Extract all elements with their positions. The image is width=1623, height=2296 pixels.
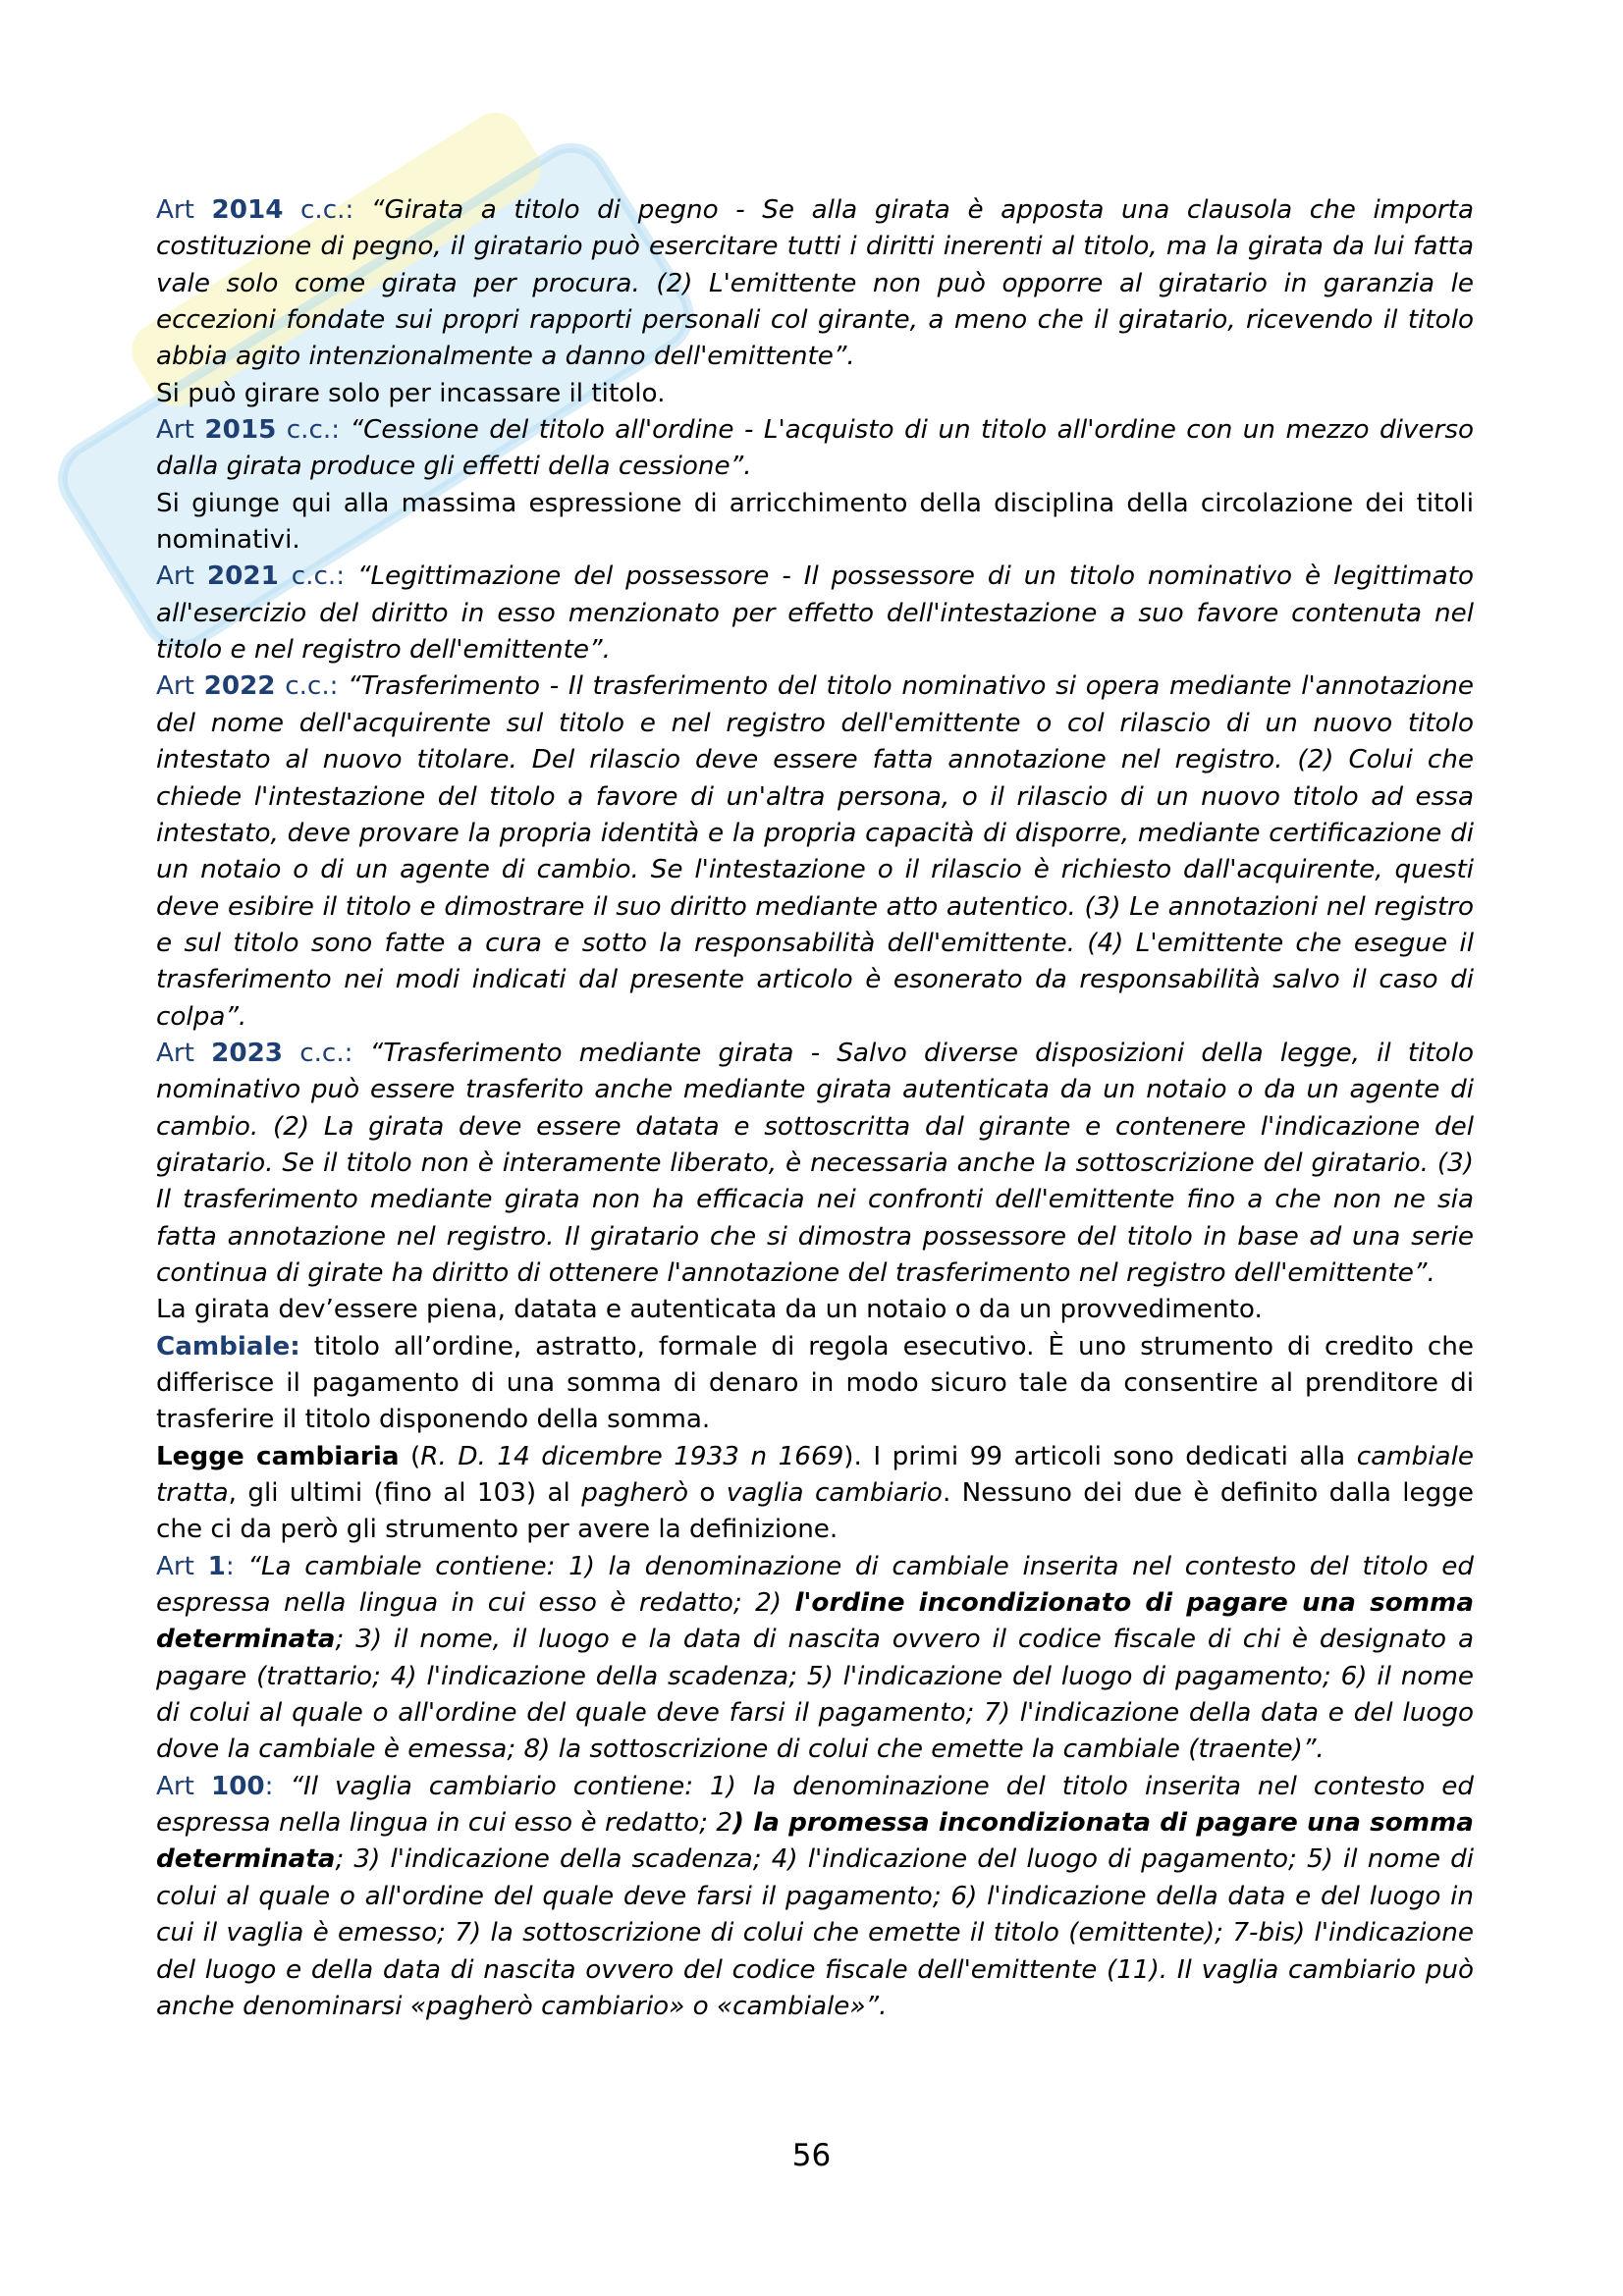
note-incassare: Si può girare solo per incassare il titolo. xyxy=(156,378,666,408)
legge-reference: R. D. 14 dicembre 1933 n 1669 xyxy=(420,1441,844,1471)
article-1 xyxy=(156,1549,1474,1769)
article-2023 xyxy=(156,1036,1474,1292)
definition-term: Cambiale: xyxy=(156,1331,300,1362)
article-2015 xyxy=(156,412,1474,486)
article-text: “Girata a titolo di pegno - Se alla girata è apposta una clausola che importa costituzione di pegno, il giratario può esercitare tutti i diritti inerenti al titolo, ma la girata da lui fatta vale solo come girata per procura. (2) L'emittente non può opporre al giratario in garanzia le eccezioni fondate sui propri rapporti personali col girante, a meno che il giratario, ricevendo il titolo abbia agito intenzionalmente a danno dell'emittente”. xyxy=(156,195,1474,372)
article-text: “Il vaglia cambiario contiene: 1) la denominazione del titolo inserita nel contesto ed espressa nella lingua in cui esso è redatto; 2) la promessa incondizionata di pagare una somma determinata; 3) l'indicazione della scadenza; 4) l'indicazione del luogo di pagamento; 5) il nome di colui al quale o all'ordine del quale deve farsi il pagamento; 6) l'indicazione della data e del luogo in cui il vaglia è emesso; 7) la sottoscrizione di colui che emette il titolo (emittente); 7-bis) l'indicazione del luogo e della data di nascita ovvero del codice fiscale dell'emittente (11). Il vaglia cambiario può anche denominarsi «pagherò cambiario» o «cambiale»”. xyxy=(156,1771,1475,2021)
article-text: “Legittimazione del possessore - Il possessore di un titolo nominativo è legittimato all'esercizio del diritto in esso menzionato per effetto dell'intestazione a suo favore contenuta nel titolo e nel registro dell'emittente”. xyxy=(156,561,1474,666)
article-text: “La cambiale contiene: 1) la denominazione di cambiale inserita nel contesto del titolo ed espressa nella lingua in cui esso è redatto; 2) l'ordine incondizionato di pagare una somma determinata; 3) il nome, il luogo e la data di nascita ovvero il codice fiscale di chi è designato a pagare (trattario; 4) l'indicazione della scadenza; 5) l'indicazione del luogo di pagamento; 6) il nome di colui al quale o all'ordine del quale deve farsi il pagamento; 7) l'indicazione della data e del luogo dove la cambiale è emessa; 8) la sottoscrizione di colui che emette la cambiale (traente)”. xyxy=(156,1551,1475,1765)
article-100 xyxy=(156,1769,1474,2025)
article-label: Art 1: xyxy=(156,1551,248,1581)
article-label: Art 2014 c.c.: xyxy=(156,195,371,225)
page-number: 56 xyxy=(791,2138,832,2173)
note-girata: La girata dev’essere piena, datata e autenticata da un notaio o da un provvedimento. xyxy=(156,1295,1263,1325)
article-text: “Trasferimento - Il trasferimento del titolo nominativo si opera mediante l'annotazione del nome dell'acquirente sul titolo e nel registro dell'emittente o col rilascio di un nuovo titolo intestato al nuovo titolare. Del rilascio deve essere fatta annotazione nel registro. (2) Colui che chiede l'intestazione del titolo a favore di un'altra persona, o il rilascio di un nuovo titolo ad essa intestato, deve provare la propria identità e la propria capacità di disporre, mediante certificazione di un notaio o di un agente di cambio. Se l'intestazione o il rilascio è richiesto dall'acquirente, questi deve esibire il titolo e dimostrare il suo diritto mediante atto autentico. (3) Le annotazioni nel registro e sul titolo sono fatte a cura e sotto la responsabilità dell'emittente. (4) L'emittente che esegue il trasferimento nei modi indicati dal presente articolo è esonerato da responsabilità salvo il caso di colpa”. xyxy=(156,671,1475,1032)
article-label: Art 2023 c.c.: xyxy=(156,1038,370,1068)
article-label: Art 100: xyxy=(156,1771,291,1801)
legge-cambiaria: Legge cambiaria (R. D. 14 dicembre 1933 n 1669). I primi 99 articoli sono dedicati alla cambiale tratta, gli ultimi (fino al 103) al pagherò o vaglia cambiario. Nessuno dei due è definito dalla legge che ci da però gli strumento per avere la definizione. xyxy=(156,1441,1475,1545)
article-label: Art 2022 c.c.: xyxy=(156,671,349,702)
document-body xyxy=(156,192,1474,2025)
cambiale-definition xyxy=(156,1329,1474,1439)
definition-text: titolo all’ordine, astratto, formale di regola esecutivo. È uno strumento di credito che differisce il pagamento di una somma di denaro in modo sicuro tale da consentire al prenditore di trasferire il titolo disponendo della somma. xyxy=(156,1331,1474,1435)
article-2022 xyxy=(156,668,1474,1035)
legge-term: Legge cambiaria xyxy=(156,1441,400,1471)
article-label: Art 2021 c.c.: xyxy=(156,561,357,592)
article-2021 xyxy=(156,559,1474,668)
article-text: “Cessione del titolo all'ordine - L'acquisto di un titolo all'ordine con un mezzo diverso dalla girata produce gli effetti della cessione”. xyxy=(156,415,1474,482)
article-label: Art 2015 c.c.: xyxy=(156,415,351,446)
article-2014 xyxy=(156,192,1474,376)
note-nominativi: Si giunge qui alla massima espressione di arricchimento della disciplina della circolazione dei titoli nominativi. xyxy=(156,488,1474,556)
article-text: “Trasferimento mediante girata - Salvo diverse disposizioni della legge, il titolo nominativo può essere trasferito anche mediante girata autenticata da un notaio o da un agente di cambio. (2) La girata deve essere datata e sottoscritta dal girante e contenere l'indicazione del giratario. Se il titolo non è interamente liberato, è necessaria anche la sottoscrizione del giratario. (3) Il trasferimento mediante girata non ha efficacia nei confronti dell'emittente fino a che non ne sia fatta annotazione nel registro. Il giratario che si dimostra possessore del titolo in base ad una serie continua di girate ha diritto di ottenere l'annotazione del trasferimento nel registro dell'emittente”. xyxy=(156,1038,1474,1288)
